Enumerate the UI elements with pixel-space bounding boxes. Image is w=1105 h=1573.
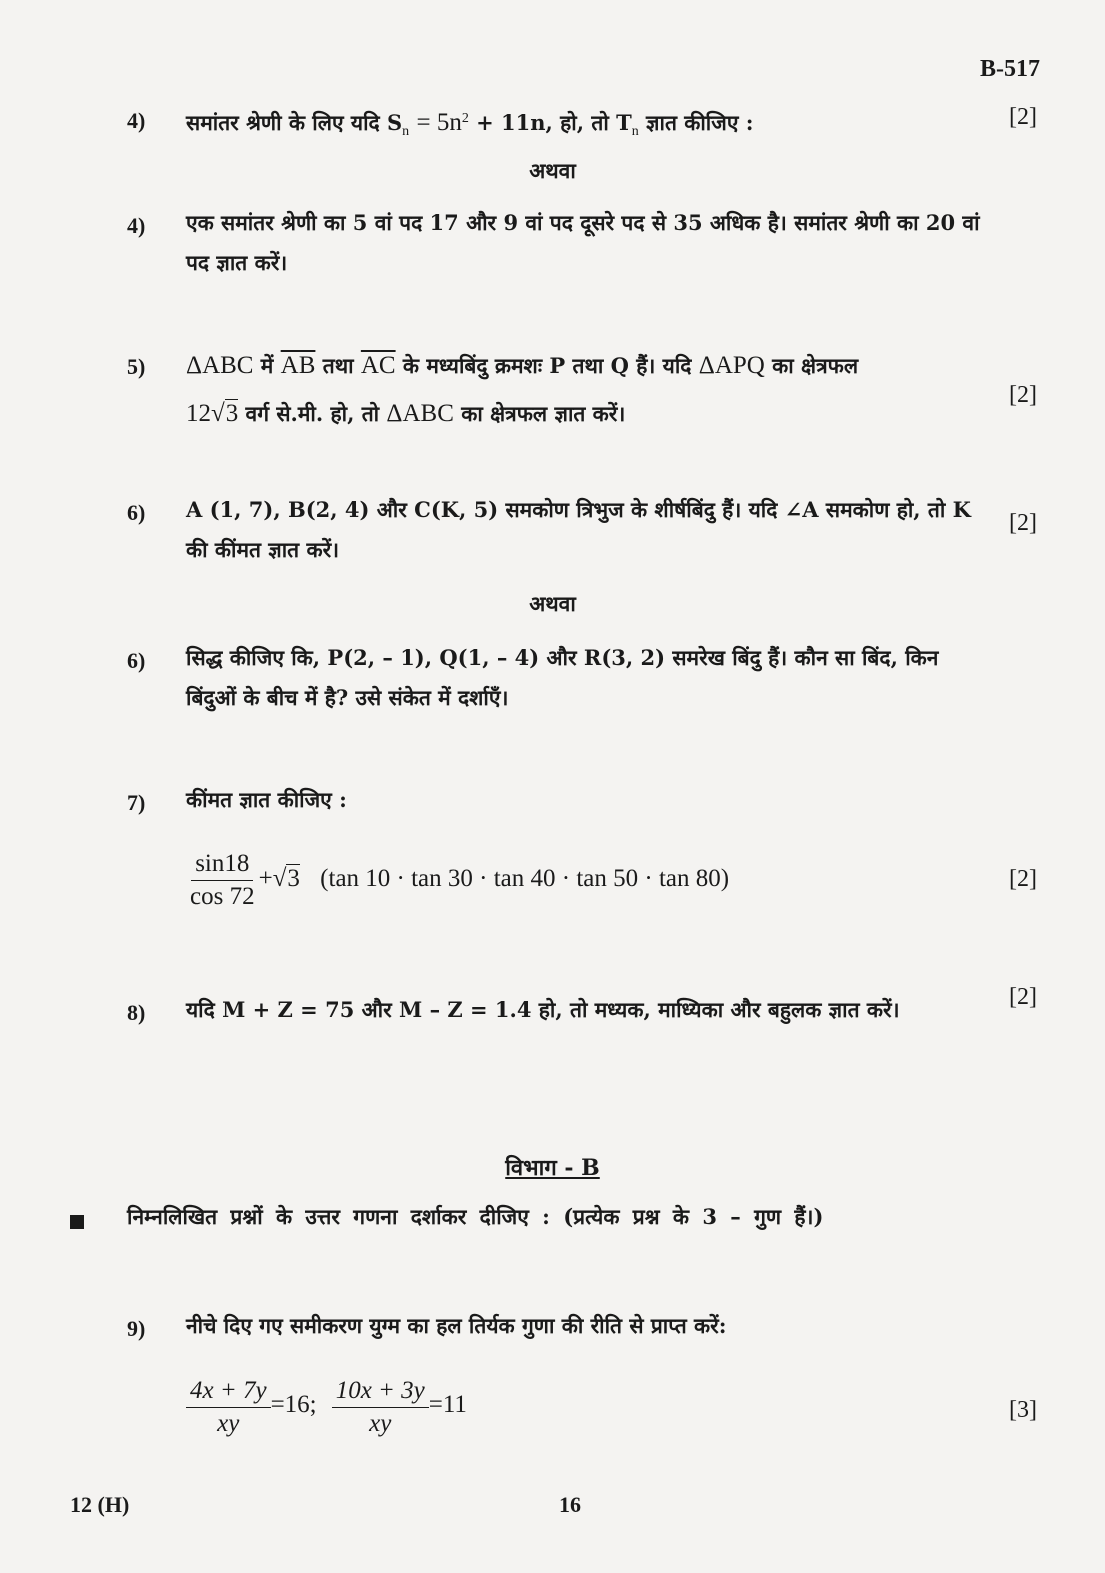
question-6-alt-text: सिद्ध कीजिए कि, P(2, – 1), Q(1, – 4) और R(3, 2) समरेख बिंदु हैं। कौन सा बिंद, किन बिंदुओं के बीच में है? उसे संकेत में दर्शाएँ। [186,645,939,710]
paper-code: B-517 [980,56,1040,82]
marks-label: [3] [1009,1397,1037,1423]
question-number: 9) [127,1316,146,1341]
question-number: 7) [127,790,146,815]
section-heading: विभाग - B [505,1155,600,1181]
marks-label: [2] [1009,510,1037,536]
marks-label: [2] [1009,382,1037,408]
question-number: 4) [127,213,146,238]
marks-label: [2] [1009,984,1037,1010]
page-number: 16 [559,1492,581,1517]
question-number: 8) [127,1000,146,1025]
question-6-text: A (1, 7), B(2, 4) और C(K, 5) समकोण त्रिभुज के शीर्षबिंदु हैं। यदि ∠A समकोण हो, तो K की कींमत ज्ञात करें। [186,497,971,562]
marks-label: [2] [1009,104,1037,130]
question-number: 6) [127,648,146,673]
question-9-text: नीचे दिए गए समीकरण युग्म का हल तिर्यक गुणा की रीति से प्राप्त करें: [186,1313,727,1338]
question-4-alt-text: एक समांतर श्रेणी का 5 वां पद 17 और 9 वां पद दूसरे पद से 35 अधिक है। समांतर श्रेणी का 20 वां पद ज्ञात करें। [186,210,980,275]
section-instruction: निम्नलिखित प्रश्नों के उत्तर गणना दर्शाकर दीजिए : (प्रत्येक प्रश्न के 3 – गुण हैं।) [127,1204,824,1229]
footer-code: 12 (H) [70,1492,130,1517]
or-separator: अथवा [529,158,576,183]
question-4-text: समांतर श्रेणी के लिए यदि $S_n = 5n^2 + 11n$, हो, तो $T_n$ ज्ञात कीजिए : [186,109,754,140]
marks-label: [2] [1009,866,1037,892]
question-number: 6) [127,500,146,525]
question-5-text: ΔABC में $\overline{AB}$ तथा $\overline{AC}$ के मध्यबिंदु क्रमशः P तथा Q हैं। यदि ΔAPQ का क्षेत्रफल 12√3 वर्ग से.मी. हो, तो ΔABC का क्षेत्रफल ज्ञात करें। [186,352,859,427]
square-bullet-icon [70,1215,84,1229]
question-number: 4) [127,108,146,133]
question-7-expression: $\frac{\sin 18}{\cos 72}$ +√3 (tan 10 · tan 30 · tan 40 · tan 50 · tan 80) [190,850,730,910]
question-9-equations: $\frac{4x + 7y}{xy}$ =16; $\frac{10x + 3y}{xy}$ =11 [186,1375,467,1440]
question-8-text: यदि M + Z = 75 और M – Z = 1.4 हो, तो मध्यक, माध्यिका और बहुलक ज्ञात करें। [186,997,900,1022]
question-7-text: कींमत ज्ञात कीजिए : [186,787,347,812]
question-number: 5) [127,354,146,379]
or-separator: अथवा [529,591,576,616]
